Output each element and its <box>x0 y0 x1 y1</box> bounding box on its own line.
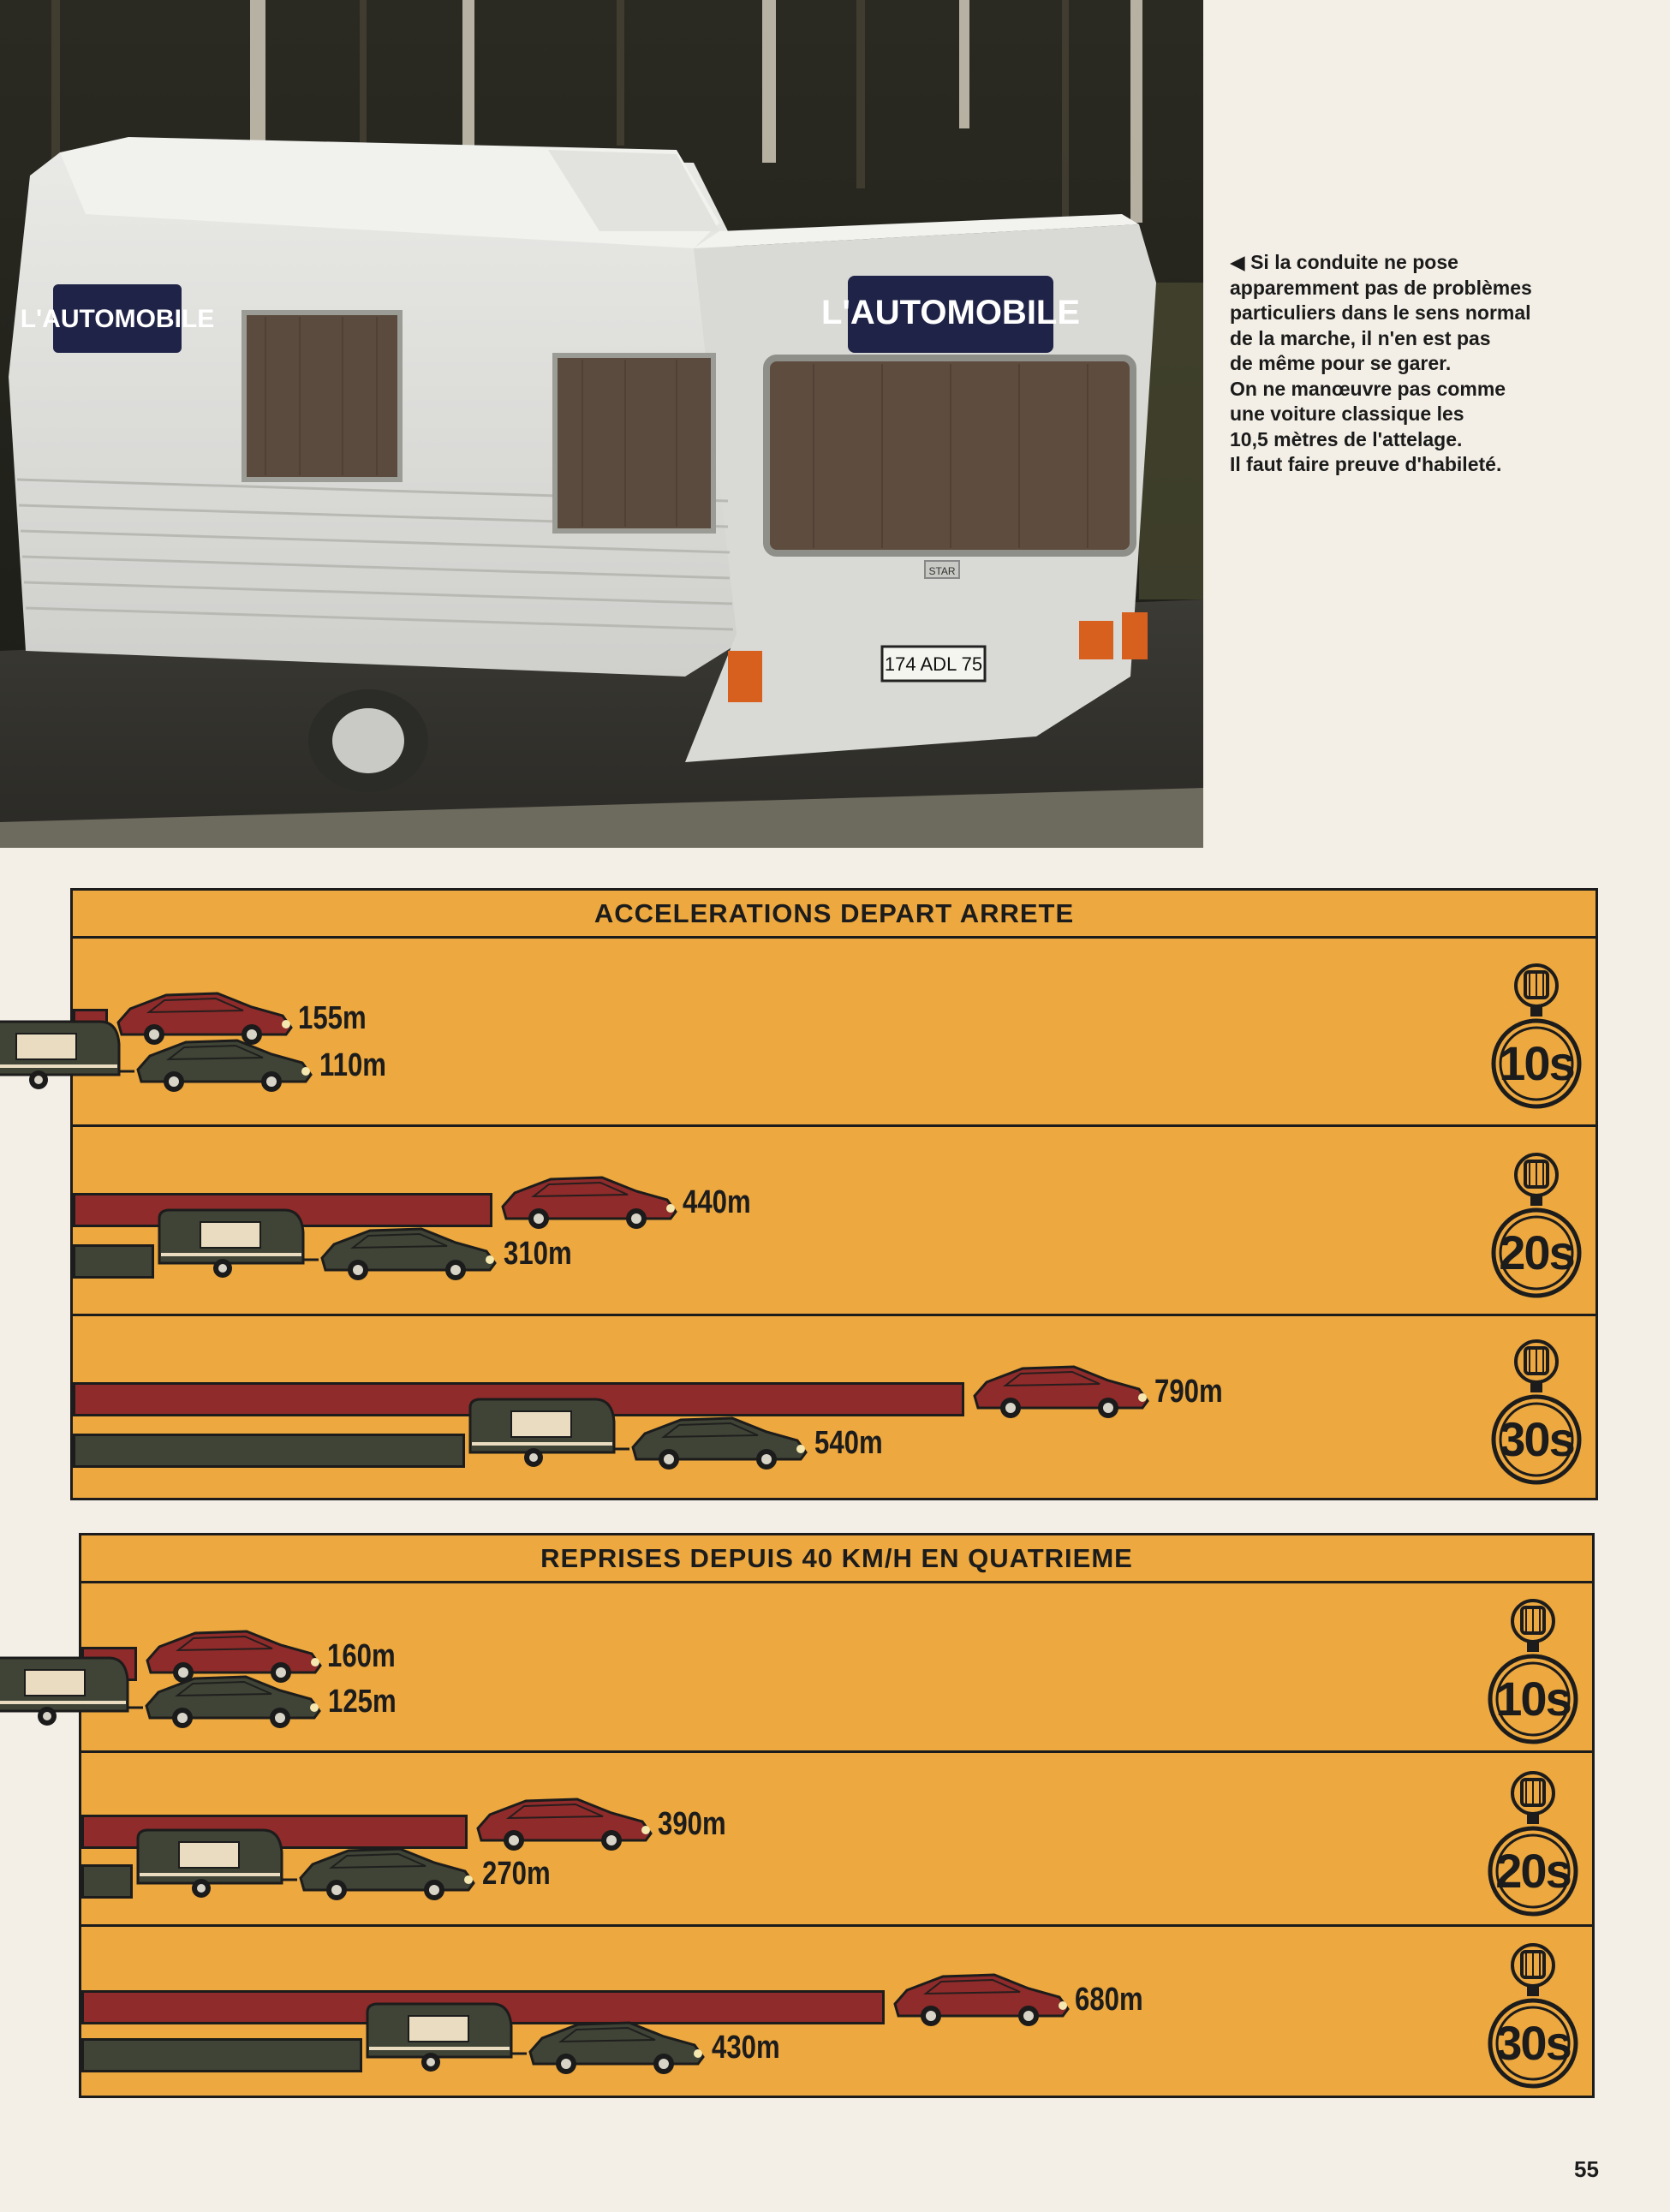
chart-title: REPRISES DEPUIS 40 KM/H EN QUATRIEME <box>81 1535 1592 1583</box>
license-plate: 174 ADL 75 <box>884 653 983 675</box>
distance-label: 790m <box>1154 1374 1223 1410</box>
car-with-caravan-bar <box>73 1434 465 1468</box>
time-band-20s <box>81 1753 1592 1927</box>
badge-text: STAR <box>928 565 956 577</box>
time-label: 20s <box>1499 1225 1574 1279</box>
car-icon <box>143 1673 323 1730</box>
caravan-icon <box>0 1655 143 1732</box>
caption-line: On ne manœuvre pas comme <box>1230 377 1506 400</box>
car-with-caravan-bar <box>73 1244 154 1279</box>
logo-left-text: L'AUTOMOBILE <box>20 305 215 333</box>
car-icon <box>297 1845 477 1902</box>
car-icon <box>971 1363 1151 1420</box>
stopwatch-icon <box>1486 1936 1580 2099</box>
car-icon <box>499 1174 679 1231</box>
car-icon <box>319 1225 498 1282</box>
distance-label: 430m <box>712 2030 781 2066</box>
stopwatch-icon <box>1489 1146 1584 1309</box>
stopwatch-icon <box>1489 1333 1584 1495</box>
caption-line: de la marche, il n'en est pas <box>1230 326 1491 349</box>
distance-label: 110m <box>319 1047 386 1083</box>
reprise-chart <box>79 1533 1595 2098</box>
chart-title: ACCELERATIONS DEPART ARRETE <box>73 891 1595 939</box>
caption-line: particuliers dans le sens normal <box>1230 301 1531 324</box>
distance-label: 160m <box>326 1638 396 1674</box>
photo-caption <box>1230 250 1637 478</box>
stopwatch-icon <box>1489 957 1584 1119</box>
distance-label: 125m <box>328 1684 397 1720</box>
distance-label: 390m <box>658 1806 726 1842</box>
distance-label: 540m <box>814 1425 883 1461</box>
logo-right-text: L'AUTOMOBILE <box>820 294 1081 331</box>
car-icon <box>629 1415 809 1471</box>
car-icon <box>134 1037 314 1094</box>
caravan-icon <box>0 1018 134 1095</box>
car-with-caravan-bar <box>81 1864 133 1899</box>
stopwatch-icon <box>1486 1592 1580 1755</box>
car-with-caravan-bar <box>81 2038 362 2072</box>
caravan-icon <box>467 1396 629 1473</box>
time-band-30s <box>81 1927 1592 2098</box>
caravan-icon <box>134 1827 297 1904</box>
time-label: 10s <box>1499 1036 1574 1090</box>
caption-line: une voiture classique les <box>1230 402 1464 425</box>
caption-line: ◀ Si la conduite ne pose <box>1230 251 1458 273</box>
caravan-icon <box>364 2000 527 2078</box>
time-band-20s <box>73 1127 1595 1316</box>
caption-line: Il faut faire preuve d'habileté. <box>1230 453 1502 475</box>
distance-label: 440m <box>683 1184 751 1220</box>
car-icon <box>474 1796 654 1852</box>
time-label: 30s <box>1499 1411 1574 1466</box>
car-icon <box>892 1971 1071 2028</box>
time-label: 30s <box>1495 2016 1571 2070</box>
time-band-10s <box>81 1583 1592 1753</box>
caravan-icon <box>156 1207 319 1284</box>
time-band-30s <box>73 1316 1595 1500</box>
acceleration-chart <box>70 888 1598 1500</box>
page-number: 55 <box>1574 2156 1599 2182</box>
car-icon <box>527 2019 707 2076</box>
distance-label: 270m <box>481 1856 551 1892</box>
time-band-10s <box>73 939 1595 1127</box>
time-label: 10s <box>1495 1672 1571 1726</box>
caption-line: 10,5 mètres de l'attelage. <box>1230 427 1463 450</box>
caption-line: de même pour se garer. <box>1230 352 1452 374</box>
distance-label: 310m <box>504 1236 572 1272</box>
stopwatch-icon <box>1486 1764 1580 1927</box>
time-label: 20s <box>1495 1843 1571 1898</box>
distance-label: 680m <box>1075 1982 1144 2018</box>
caravan-photo <box>0 0 1203 848</box>
distance-label: 155m <box>298 1000 367 1036</box>
caption-line: apparemment pas de problèmes <box>1230 276 1532 299</box>
